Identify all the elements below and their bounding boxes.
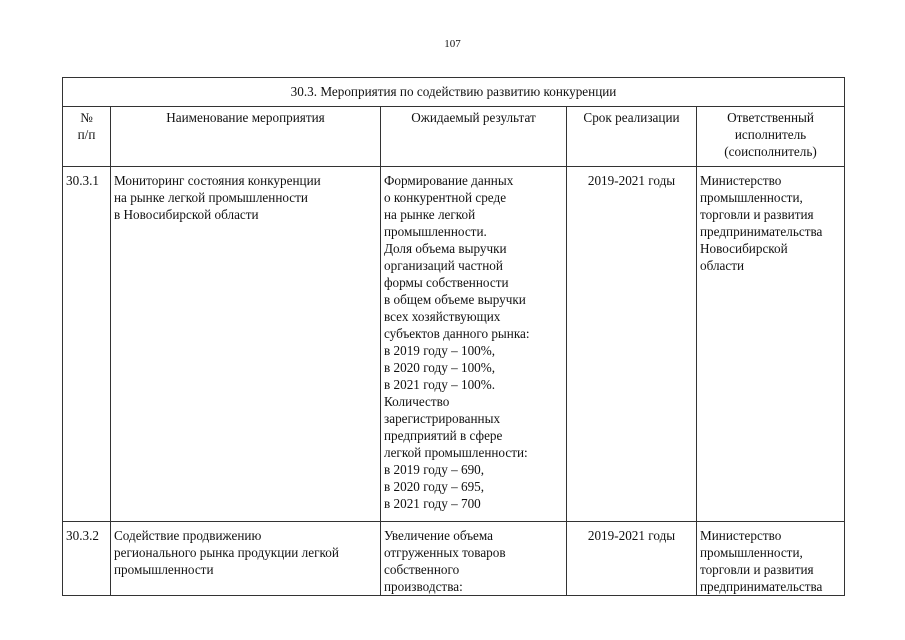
row-result-line: предприятий в сфере [384,428,503,443]
row-result [381,167,567,522]
row-term: 2019-2021 годы [567,167,697,522]
header-result: Ожидаемый результат [381,107,567,167]
row-result-line: субъектов данного рынка: [384,326,530,341]
row-name-line: Содействие продвижению [114,528,262,543]
row-executor-line: Министерство [700,173,782,188]
row-result-line: в 2019 году – 690, [384,462,485,477]
row-result-line: в 2020 году – 695, [384,479,485,494]
row-executor [697,167,845,522]
row-result-line: организаций частной [384,258,503,273]
row-result-line: в 2020 году – 100%, [384,360,496,375]
row-result-line: легкой промышленности: [384,445,528,460]
row-executor-line: Министерство [700,528,782,543]
header-name: Наименование мероприятия [111,107,381,167]
table-row [63,167,845,522]
header-term: Срок реализации [567,107,697,167]
row-result-line: на рынке легкой [384,207,476,222]
row-result-line: в 2019 году – 100%, [384,343,496,358]
table-row [63,522,845,596]
header-executor [697,107,845,167]
row-result-line: в общем объеме выручки [384,292,526,307]
row-result-line: в 2021 году – 100%. [384,377,496,392]
row-name-line: в Новосибирской области [114,207,259,222]
row-result-line: в 2021 году – 700 [384,496,481,511]
row-result-line: собственного [384,562,460,577]
row-executor [697,522,845,596]
row-result-line: Количество [384,394,450,409]
row-executor-line: области [700,258,745,273]
header-number-line: п/п [77,127,96,142]
row-result-line: формы собственности [384,275,509,290]
row-result-line: всех хозяйствующих [384,309,501,324]
row-result-line: Доля объема выручки [384,241,507,256]
row-executor-line: торговли и развития [700,207,814,222]
header-number [63,107,111,167]
row-name-line: на рынке легкой промышленности [114,190,308,205]
row-number: 30.3.1 [63,167,111,522]
row-name-line: промышленности [114,562,214,577]
row-executor-line: промышленности, [700,190,803,205]
row-result-line: о конкурентной среде [384,190,507,205]
row-name-line: Мониторинг состояния конкуренции [114,173,321,188]
measures-table [62,77,845,596]
row-result [381,522,567,596]
row-number: 30.3.2 [63,522,111,596]
row-executor-line: предпринимательства [700,224,823,239]
page-number: 107 [444,38,461,50]
row-executor-line: Новосибирской [700,241,788,256]
header-number-line: № [80,110,93,125]
row-term: 2019-2021 годы [567,522,697,596]
row-result-line: Увеличение объема [384,528,493,543]
row-name [111,522,381,596]
row-result-line: производства: [384,579,463,594]
row-result-line: отгруженных товаров [384,545,506,560]
row-executor-line: промышленности, [700,545,803,560]
header-executor-line: Ответственный [727,110,814,125]
row-result-line: промышленности. [384,224,487,239]
row-name-line: регионального рынка продукции легкой [114,545,339,560]
header-executor-line: (соисполнитель) [724,144,817,159]
section-title: 30.3. Мероприятия по содействию развитию конкуренции [63,78,845,107]
table-header-row [63,107,845,167]
row-name [111,167,381,522]
row-executor-line: предпринимательства [700,579,823,594]
row-result-line: зарегистрированных [384,411,501,426]
header-executor-line: исполнитель [734,127,807,142]
row-executor-line: торговли и развития [700,562,814,577]
row-result-line: Формирование данных [384,173,514,188]
